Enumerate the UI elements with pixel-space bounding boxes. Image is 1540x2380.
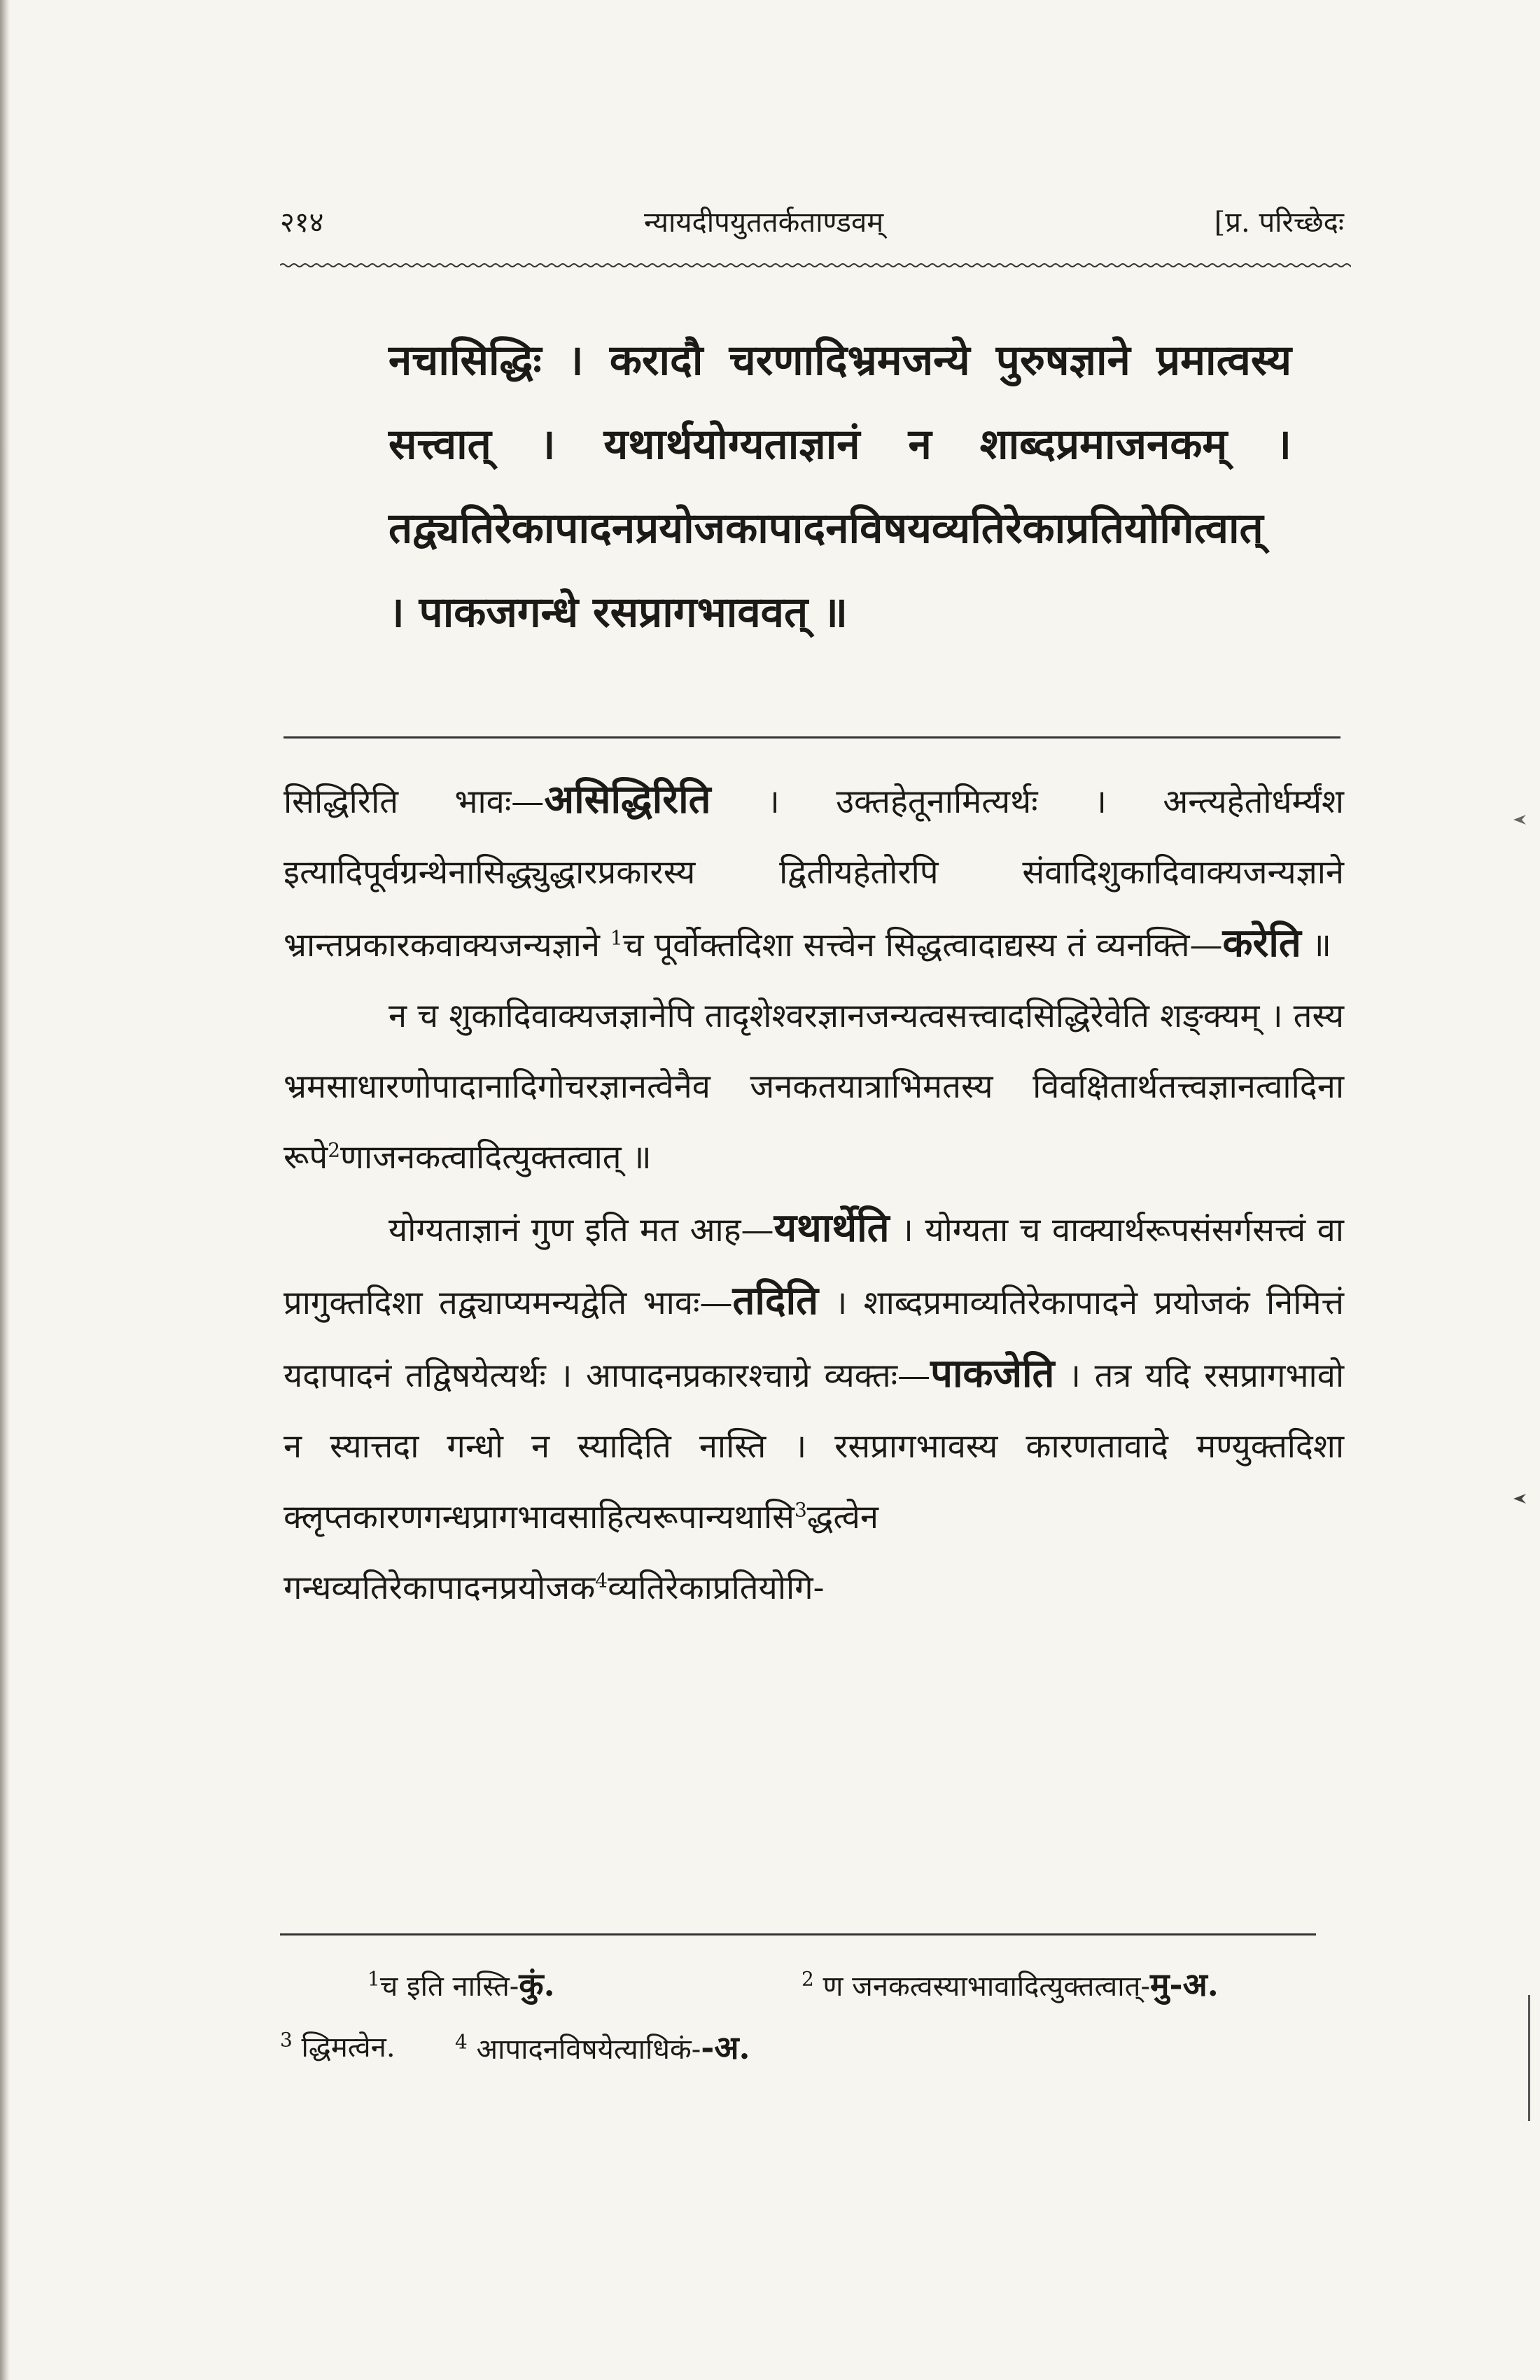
commentary-paragraph-1: [284, 764, 1344, 981]
scan-edge-line: [1528, 1995, 1530, 2121]
pratika-keyword: असिद्धिरिति: [544, 776, 711, 822]
book-title: न्यायदीपयुततर्कताण्डवम्: [644, 206, 884, 239]
footnote-4: [455, 2016, 750, 2081]
footnote-source: -अ.: [701, 2029, 750, 2066]
text-span: न च शुकादिवाक्यजज्ञानेपि तादृशेश्वरज्ञानजन्यत्वसत्त्वादसिद्धिरेवेति शङ्क्यम् । तस्य भ्रमसाधारणोपादानादिगोचरज्ञानत्वेनैव जनकतयात्राभिमतस्य विवक्षितार्थतत्त्वज्ञानत्वादिना रूपे: [284, 997, 1344, 1177]
footnote-text: द्धिमत्वेन.: [301, 2031, 396, 2064]
pratika-keyword: यथार्थेति: [774, 1205, 890, 1251]
text-span: । तत्र यदि रसप्रागभावो न स्यात्तदा गन्धो न स्यादिति नास्ति । रसप्रागभावस्य कारणतावादे मण्युक्तदिशा क्लृप्तकारणगन्धप्रागभावसाहित्यरूपान्यथासि: [284, 1357, 1344, 1536]
text-span: । योग्यता च वाक्यार्थरूपसंसर्गसत्त्वं वा प्रागुक्तदिशा तद्व्याप्यमन्यद्वेति भावः—: [284, 1211, 1344, 1322]
text-span: । उक्तहेतूनामित्यर्थः । अन्त्यहेतोर्धर्म्यंश इत्यादिपूर्वग्रन्थेनासिद्ध्युद्धारप्रकारस्य द्वितीयहेतोरपि संवादिशुकादिवाक्यजन्यज्ञाने भ्रान्तप्रकारकवाक्यजन्यज्ञाने: [284, 783, 1344, 965]
footnote-row: [280, 2016, 1344, 2079]
text-span: द्धत्वेन गन्धव्यतिरेकापादनप्रयोजक: [284, 1498, 879, 1607]
mula-text-block: [388, 318, 1292, 654]
footnote-text: ण जनकत्वस्याभावादित्युक्तत्वात्-: [822, 1970, 1150, 2003]
commentary-paragraph-3: [284, 1193, 1344, 1623]
text-span: । शाब्दप्रमाव्यतिरेकापादने प्रयोजकं निमित्तं यदापादनं तद्विषयेत्यर्थः । आपादनप्रकारश्चाग्रे व्यक्तः—: [284, 1284, 1344, 1395]
commentary-paragraph-2: [284, 981, 1344, 1193]
footnote-text: च इति नास्ति-: [379, 1970, 519, 2003]
footnote-marker: 1: [610, 926, 623, 950]
footnote-marker: 2: [328, 1138, 341, 1162]
footnote-marker: 3: [794, 1498, 807, 1522]
header-rule: [280, 260, 1351, 270]
footnote-number: 3: [280, 2028, 293, 2052]
footnote-number: 2: [802, 1967, 814, 1991]
text-span: व्यतिरेकाप्रतियोगि-: [608, 1569, 825, 1607]
text-span: योग्यताज्ञानं गुण इति मत आह—: [388, 1211, 774, 1250]
pratika-keyword: पाकजेति: [930, 1350, 1055, 1396]
footnote-3: [280, 2016, 396, 2079]
page-number: २१४: [280, 206, 324, 239]
pratika-keyword: करेति: [1222, 920, 1301, 966]
footnote-source: कुं.: [519, 1966, 555, 2003]
mula-text: नचासिद्धिः । करादौ चरणादिभ्रमजन्ये पुरुषज्ञाने प्रमात्वस्य सत्त्वात् । यथार्थयोग्यताज्ञानं न शाब्दप्रमाजनकम् । तद्व्यतिरेकापादनप्रयोजकापादनविषयव्यतिरेकाप्रतियोगित्वात् । पाकजगन्धे रसप्रागभाववत् ॥: [388, 336, 1292, 637]
footnote-divider: [280, 1933, 1316, 1935]
text-span: च पूर्वोक्तदिशा सत्त्वेन सिद्धत्वादाद्यस्य तं व्यनक्ति—: [622, 926, 1223, 965]
pratika-keyword: तदिति: [732, 1278, 819, 1324]
commentary-divider: [284, 736, 1340, 738]
footnote-text: आपादनविषयेत्याधिकं-: [476, 2033, 701, 2066]
footnote-number: 1: [368, 1967, 380, 1991]
text-span: ॥: [1301, 926, 1331, 965]
footnote-source: मु-अ.: [1149, 1966, 1219, 2003]
page-binding-edge: [0, 0, 10, 2380]
footnote-2: [802, 1953, 1219, 2018]
text-span: णाजनकत्वादित्युक्तत्वात् ॥: [340, 1138, 652, 1177]
scan-mark: [1512, 1491, 1527, 1506]
footnote-1: [368, 1953, 555, 2018]
footnote-row: [280, 1953, 1344, 2016]
text-span: सिद्धिरिति भावः—: [284, 783, 545, 821]
footnote-number: 4: [455, 2030, 468, 2054]
commentary-block: [284, 764, 1344, 1623]
running-header: [280, 202, 1344, 251]
footnotes: [280, 1953, 1344, 2079]
footnote-marker: 4: [595, 1569, 608, 1592]
scan-mark: [1512, 812, 1527, 827]
section-label: [प्र. परिच्छेदः: [1214, 206, 1344, 239]
